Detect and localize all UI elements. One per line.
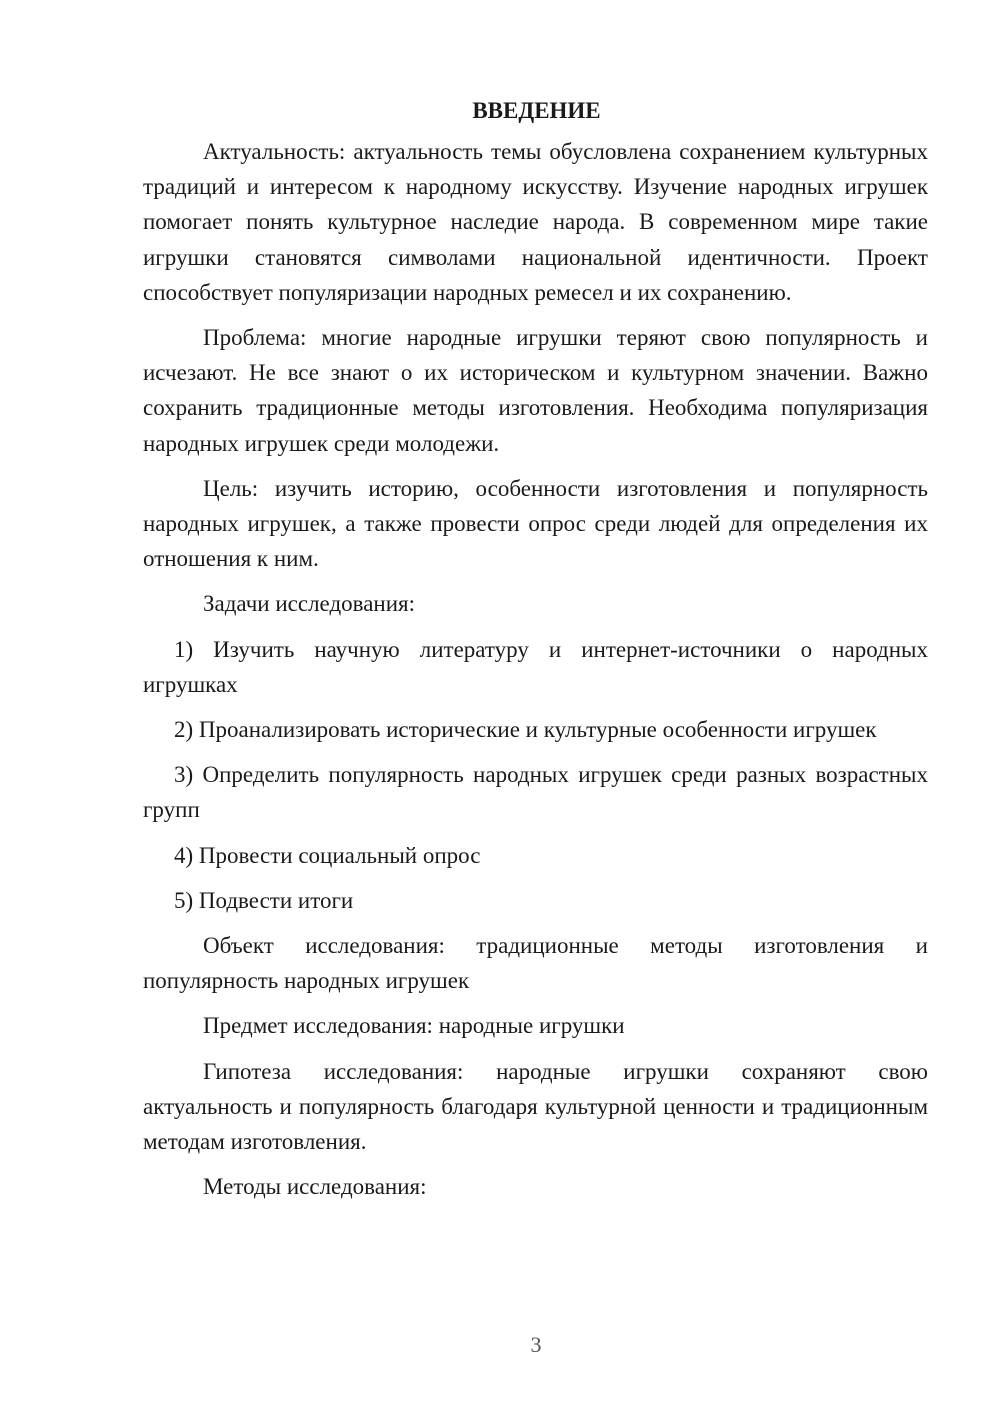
hypothesis-paragraph: Гипотеза исследования: народные игрушки сохраняют свою актуальность и популярность благодаря культурной ценности и традиционным методам изготовления. <box>143 1058 928 1155</box>
subject-paragraph: Предмет исследования: народные игрушки <box>203 1013 625 1039</box>
tasks-heading: Задачи исследования: <box>203 591 416 617</box>
list-item: 3) Определить популярность народных игрушек среди разных возрастных групп <box>143 762 928 823</box>
goal-paragraph: Цель: изучить историю, особенности изготовления и популярность народных игрушек, а также провести опрос среди людей для определения их отношения к ним. <box>143 475 928 572</box>
section-title: ВВЕДЕНИЕ <box>472 98 601 123</box>
list-item: 2) Проанализировать исторические и культурные особенности игрушек <box>174 717 877 743</box>
list-item: 5) Подвести итоги <box>174 887 354 913</box>
page-number: 3 <box>530 1332 542 1357</box>
list-item: 1) Изучить научную литературу и интернет-источники о народных игрушках <box>143 636 928 697</box>
tasks-list <box>143 632 928 918</box>
problem-paragraph: Проблема: многие народные игрушки теряют свою популярность и исчезают. Не все знают о их историческом и культурном значении. Важно сохранить традиционные методы изготовления. Необходима популяризация народных игрушек среди молодежи. <box>143 325 928 456</box>
methods-paragraph: Методы исследования: <box>203 1174 427 1200</box>
relevance-paragraph: Актуальность: актуальность темы обусловлена сохранением культурных традиций и интересом к народному искусству. Изучение народных игрушек помогает понять культурное наследие народа. В современном мире такие игрушки становятся символами национальной идентичности. Проект способствует популяризации народных ремесел и их сохранению. <box>143 139 928 305</box>
object-paragraph: Объект исследования: традиционные методы изготовления и популярность народных игрушек <box>143 933 928 994</box>
list-item: 4) Провести социальный опрос <box>174 842 481 868</box>
page-content <box>143 93 928 1214</box>
